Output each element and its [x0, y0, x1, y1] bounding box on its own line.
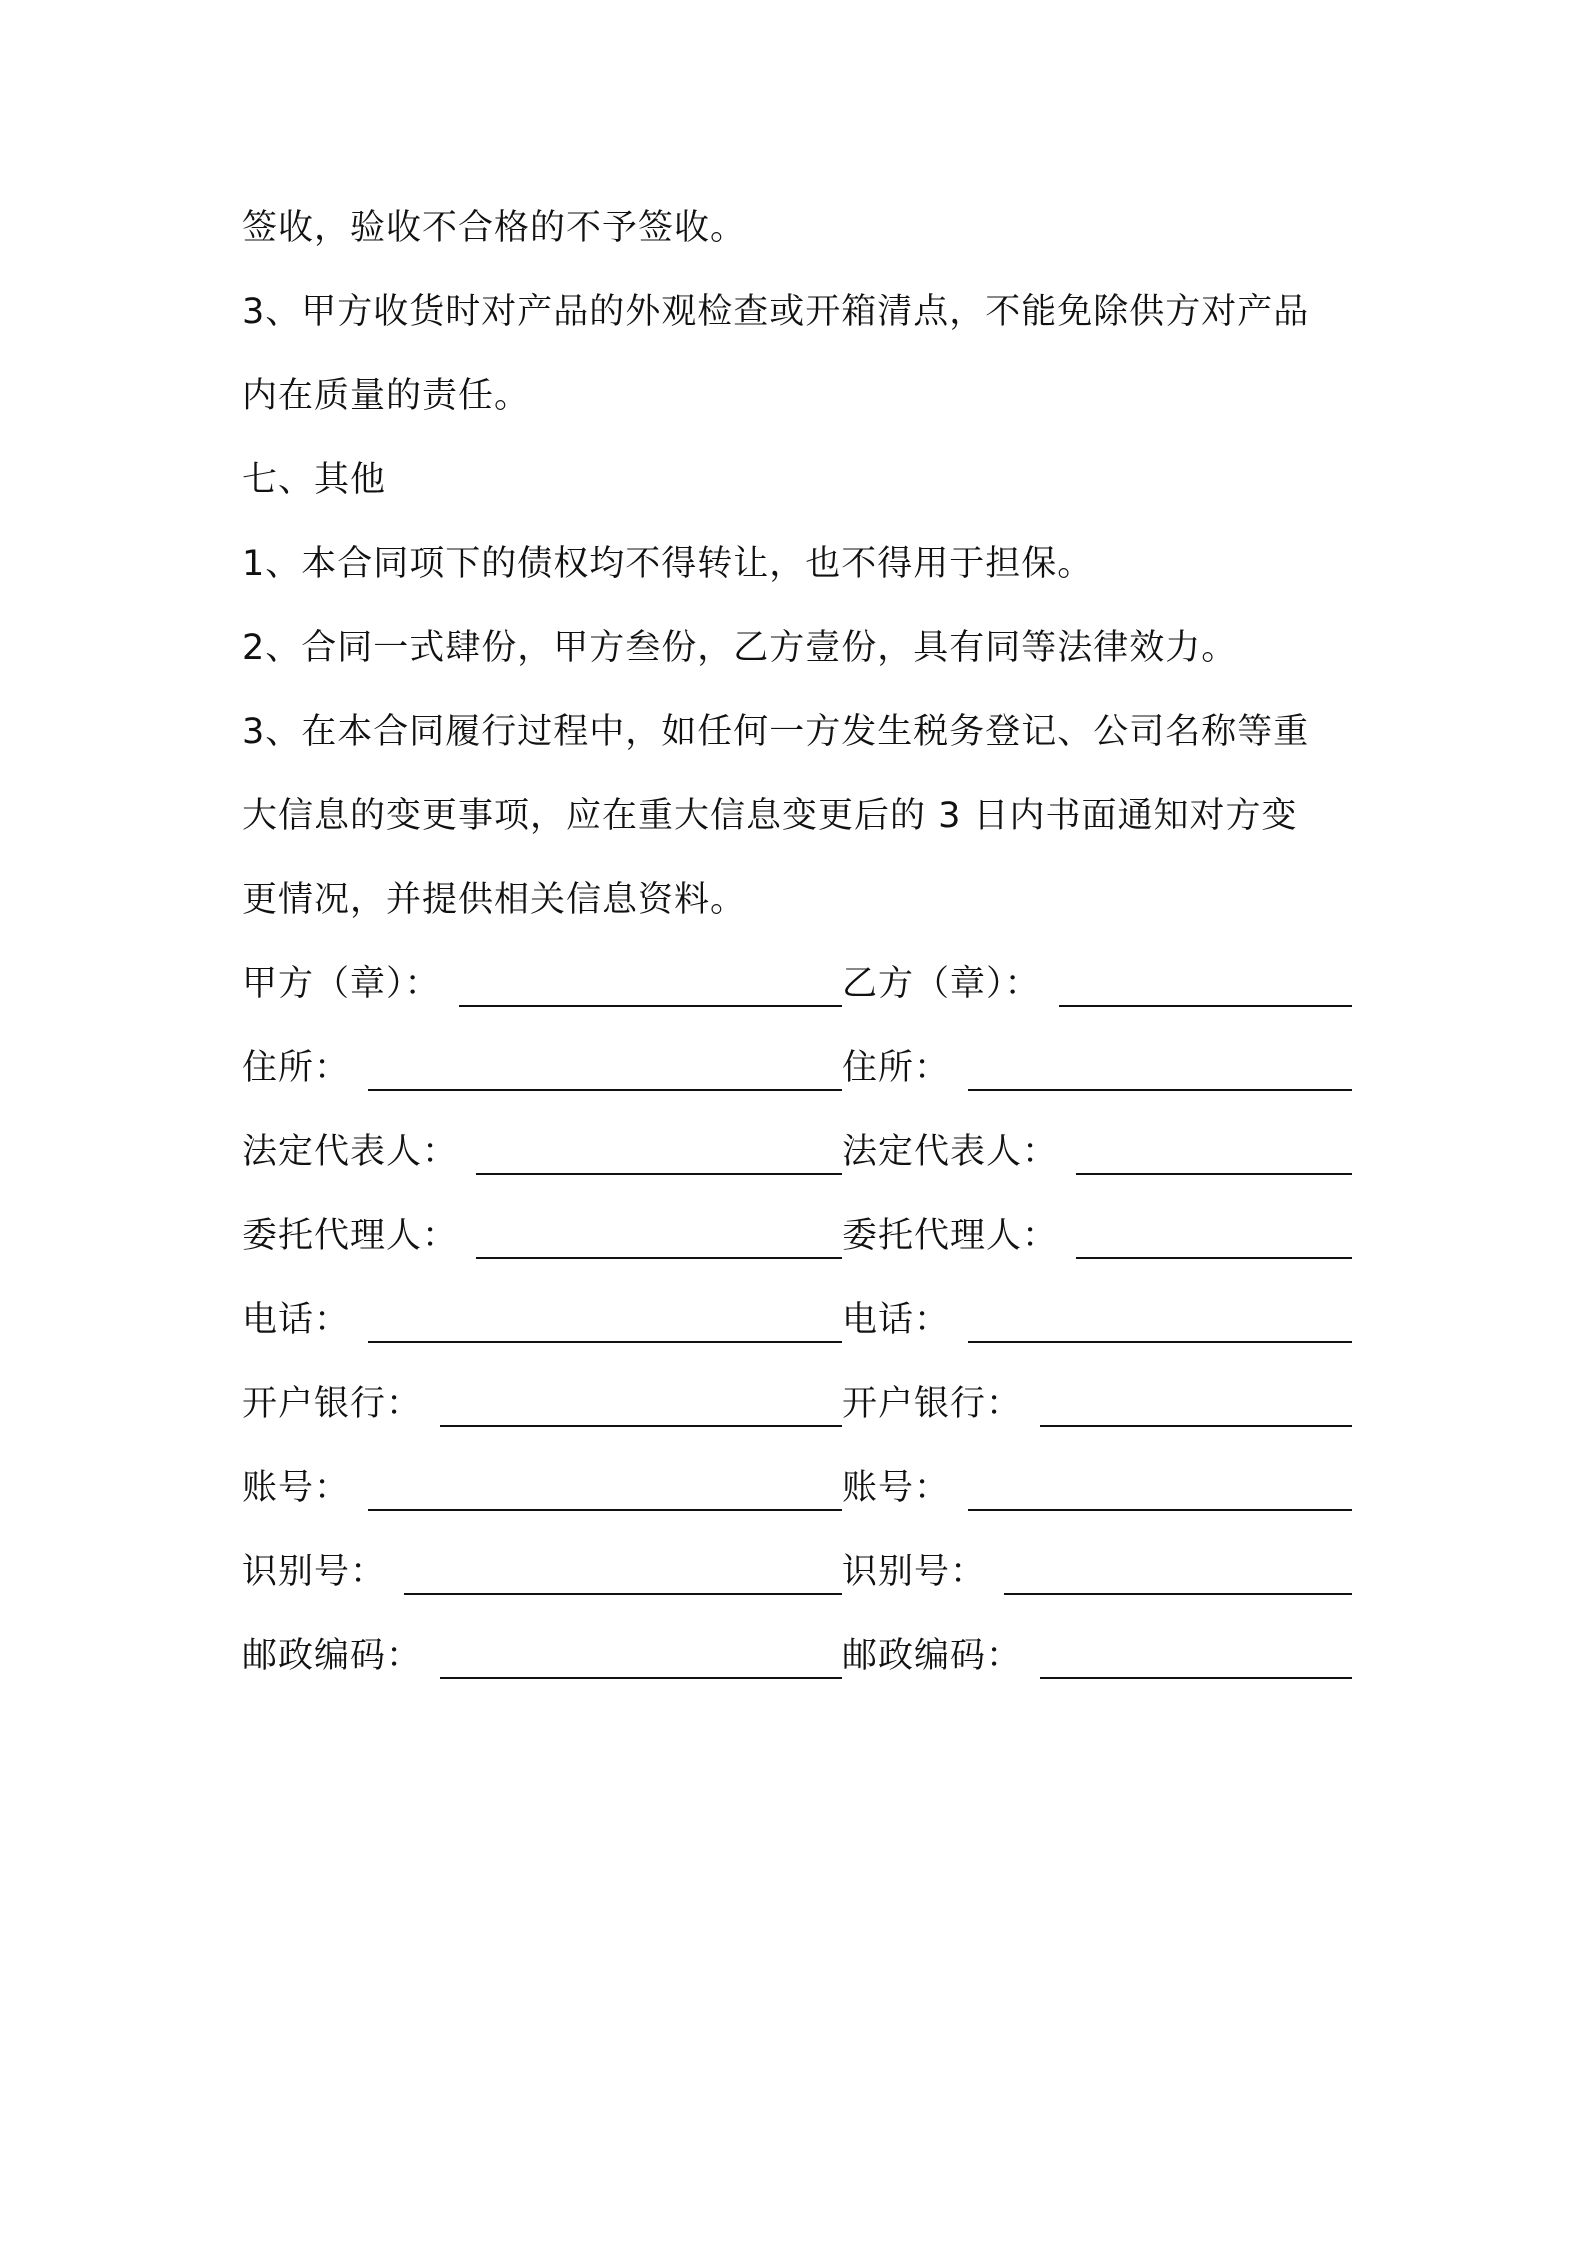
party-b-agent-field[interactable]	[842, 1213, 1352, 1273]
signature-row	[242, 961, 1352, 1021]
blank-line	[1040, 1425, 1352, 1427]
body-line-1: 签收，验收不合格的不予签收。	[242, 208, 747, 248]
blank-line	[440, 1677, 842, 1679]
signature-row	[242, 1381, 1352, 1441]
body-line-9: 更情况，并提供相关信息资料。	[242, 880, 747, 920]
party-b-postcode-field[interactable]	[842, 1633, 1352, 1693]
party-b-address-field[interactable]	[842, 1045, 1352, 1105]
party-b-phone-field[interactable]	[842, 1297, 1352, 1357]
body-line-8: 大信息的变更事项，应在重大信息变更后的 3 日内书面通知对方变	[242, 796, 1298, 836]
party-b-legal-rep-field[interactable]	[842, 1129, 1352, 1189]
body-line-7: 3、在本合同履行过程中，如任何一方发生税务登记、公司名称等重	[242, 712, 1310, 752]
signature-row	[242, 1633, 1352, 1693]
party-a-tax-id-field[interactable]	[242, 1549, 842, 1609]
body-line-6: 2、合同一式肆份，甲方叁份，乙方壹份，具有同等法律效力。	[242, 628, 1238, 668]
signature-row	[242, 1297, 1352, 1357]
field-label: 住所：	[842, 1048, 951, 1088]
party-b-tax-id-field[interactable]	[842, 1549, 1352, 1609]
body-line-3: 内在质量的责任。	[242, 376, 531, 416]
blank-line	[1059, 1005, 1352, 1007]
field-label: 开户银行：	[842, 1384, 1023, 1424]
section-heading: 七、其他	[242, 460, 387, 500]
party-a-account-field[interactable]	[242, 1465, 842, 1525]
blank-line	[1004, 1593, 1352, 1595]
body-line-2: 3、甲方收货时对产品的外观检查或开箱清点，不能免除供方对产品	[242, 292, 1310, 332]
field-label: 账号：	[242, 1468, 351, 1508]
party-b-account-field[interactable]	[842, 1465, 1352, 1525]
party-b-bank-field[interactable]	[842, 1381, 1352, 1441]
party-a-phone-field[interactable]	[242, 1297, 842, 1357]
field-label: 账号：	[842, 1468, 951, 1508]
party-a-postcode-field[interactable]	[242, 1633, 842, 1693]
blank-line	[476, 1173, 842, 1175]
field-label: 识别号：	[242, 1552, 387, 1592]
body-line-5: 1、本合同项下的债权均不得转让，也不得用于担保。	[242, 544, 1094, 584]
field-label: 邮政编码：	[242, 1636, 423, 1676]
blank-line	[368, 1089, 842, 1091]
blank-line	[440, 1425, 842, 1427]
blank-line	[368, 1509, 842, 1511]
blank-line	[968, 1509, 1352, 1511]
party-a-address-field[interactable]	[242, 1045, 842, 1105]
signature-row	[242, 1129, 1352, 1189]
signature-row	[242, 1045, 1352, 1105]
blank-line	[404, 1593, 842, 1595]
field-label: 法定代表人：	[842, 1132, 1059, 1172]
blank-line	[1076, 1173, 1352, 1175]
field-label: 乙方（章）：	[842, 964, 1041, 1004]
field-label: 电话：	[242, 1300, 351, 1340]
blank-line	[368, 1341, 842, 1343]
party-a-agent-field[interactable]	[242, 1213, 842, 1273]
blank-line	[1076, 1257, 1352, 1259]
blank-line	[459, 1005, 842, 1007]
signature-row	[242, 1465, 1352, 1525]
party-a-bank-field[interactable]	[242, 1381, 842, 1441]
field-label: 法定代表人：	[242, 1132, 459, 1172]
party-b-seal-field[interactable]	[842, 961, 1352, 1021]
blank-line	[968, 1089, 1352, 1091]
field-label: 委托代理人：	[842, 1216, 1059, 1256]
blank-line	[1040, 1677, 1352, 1679]
field-label: 识别号：	[842, 1552, 987, 1592]
field-label: 电话：	[842, 1300, 951, 1340]
party-a-legal-rep-field[interactable]	[242, 1129, 842, 1189]
field-label: 邮政编码：	[842, 1636, 1023, 1676]
blank-line	[476, 1257, 842, 1259]
field-label: 住所：	[242, 1048, 351, 1088]
blank-line	[968, 1341, 1352, 1343]
field-label: 委托代理人：	[242, 1216, 459, 1256]
field-label: 开户银行：	[242, 1384, 423, 1424]
signature-row	[242, 1213, 1352, 1273]
signature-row	[242, 1549, 1352, 1609]
party-a-seal-field[interactable]	[242, 961, 842, 1021]
field-label: 甲方（章）：	[242, 964, 441, 1004]
